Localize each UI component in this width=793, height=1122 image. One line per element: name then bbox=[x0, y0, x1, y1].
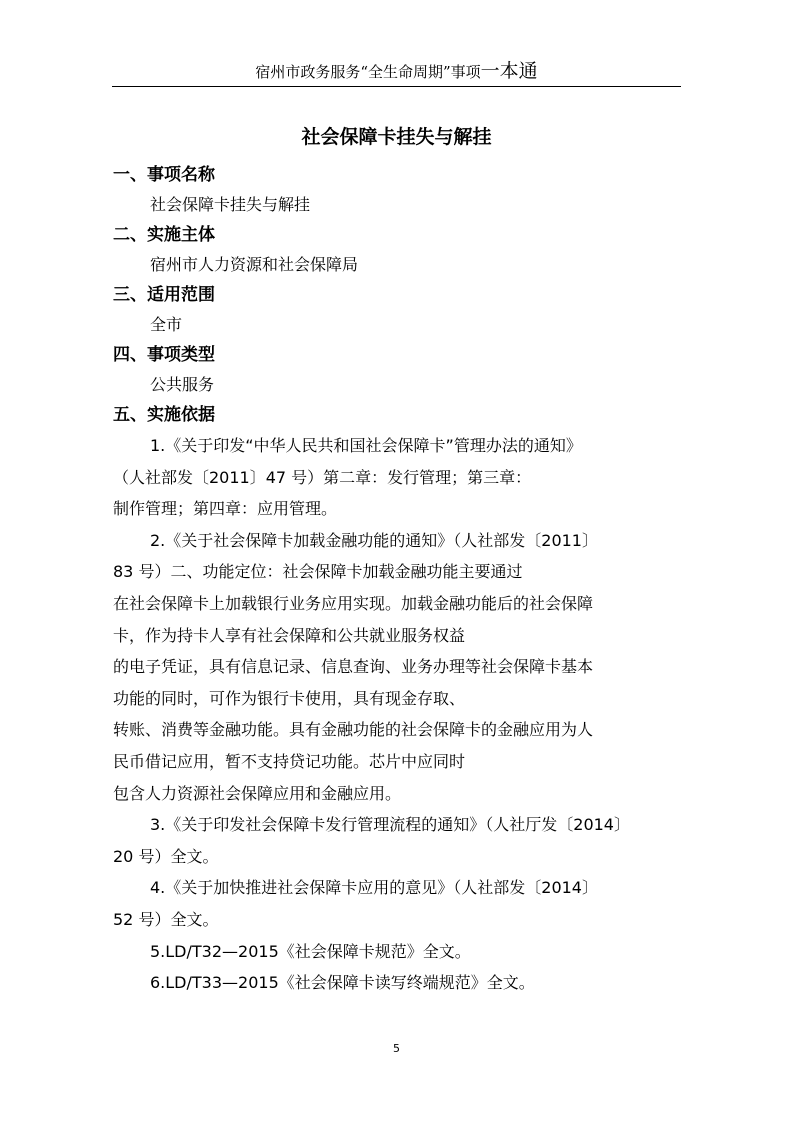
section-heading: 四、事项类型 bbox=[113, 345, 215, 365]
document-body bbox=[113, 160, 680, 999]
basis-item bbox=[113, 872, 680, 935]
basis-line: 功能的同时，可作为银行卡使用，具有现金存取、 bbox=[113, 688, 466, 708]
basis-line: 83 号）二、功能定位：社会保障卡加载金融功能主要通过 bbox=[113, 562, 523, 582]
basis-line: 5.LD/T32—2015《社会保障卡规范》全文。 bbox=[150, 941, 471, 961]
basis-item bbox=[113, 430, 680, 525]
basis-line: 1.《关于印发“中华人民共和国社会保障卡”管理办法的通知》 bbox=[150, 436, 582, 455]
section-heading: 三、适用范围 bbox=[113, 285, 215, 305]
running-header-text: 宿州市政务服务“全生命周期”事项 bbox=[255, 63, 481, 81]
section-scope bbox=[113, 280, 680, 340]
basis-line: 民币借记应用，暂不支持贷记功能。芯片中应同时 bbox=[113, 751, 466, 771]
header-divider bbox=[112, 86, 681, 87]
basis-line: 52 号）全文。 bbox=[113, 909, 219, 929]
section-implementing-body bbox=[113, 220, 680, 280]
basis-line: 制作管理；第四章：应用管理。 bbox=[113, 499, 338, 519]
running-header bbox=[0, 60, 793, 83]
basis-line: 20 号）全文。 bbox=[113, 846, 219, 866]
basis-line: 卡，作为持卡人享有社会保障和公共就业服务权益 bbox=[113, 625, 466, 645]
basis-item bbox=[113, 525, 680, 809]
page-number: 5 bbox=[393, 1042, 400, 1055]
section-item-name bbox=[113, 160, 680, 220]
basis-item bbox=[113, 967, 680, 999]
section-heading: 五、实施依据 bbox=[113, 405, 215, 425]
basis-line: 2.《关于社会保障卡加载金融功能的通知》（人社部发〔2011〕 bbox=[150, 530, 598, 550]
document-title: 社会保障卡挂失与解挂 bbox=[301, 126, 492, 148]
basis-line: 转账、消费等金融功能。具有金融功能的社会保障卡的金融应用为人 bbox=[113, 720, 594, 740]
section-value: 公共服务 bbox=[150, 375, 215, 394]
running-header-emphasis: 一本通 bbox=[480, 60, 538, 82]
basis-line: 包含人力资源社会保障应用和金融应用。 bbox=[113, 783, 402, 803]
basis-line: 在社会保障卡上加载银行业务应用实现。加载金融功能后的社会保障 bbox=[113, 593, 594, 613]
basis-line: （人社部发〔2011〕47 号）第二章：发行管理；第三章： bbox=[113, 467, 532, 487]
legal-basis-list bbox=[113, 430, 680, 999]
basis-line: 3.《关于印发社会保障卡发行管理流程的通知》（人社厅发〔2014〕 bbox=[150, 815, 630, 835]
section-legal-basis bbox=[113, 400, 680, 999]
basis-line: 4.《关于加快推进社会保障卡应用的意见》（人社部发〔2014〕 bbox=[150, 878, 598, 898]
section-value: 宿州市人力资源和社会保障局 bbox=[150, 255, 359, 274]
section-item-type bbox=[113, 340, 680, 400]
basis-item bbox=[113, 936, 680, 968]
basis-line: 的电子凭证，具有信息记录、信息查询、业务办理等社会保障卡基本 bbox=[113, 657, 594, 677]
basis-line: 6.LD/T33—2015《社会保障卡读写终端规范》全文。 bbox=[150, 973, 535, 993]
section-value: 社会保障卡挂失与解挂 bbox=[150, 195, 311, 214]
section-heading: 一、事项名称 bbox=[113, 165, 215, 185]
basis-item bbox=[113, 809, 680, 872]
section-value: 全市 bbox=[150, 315, 183, 334]
section-heading: 二、实施主体 bbox=[113, 225, 215, 245]
